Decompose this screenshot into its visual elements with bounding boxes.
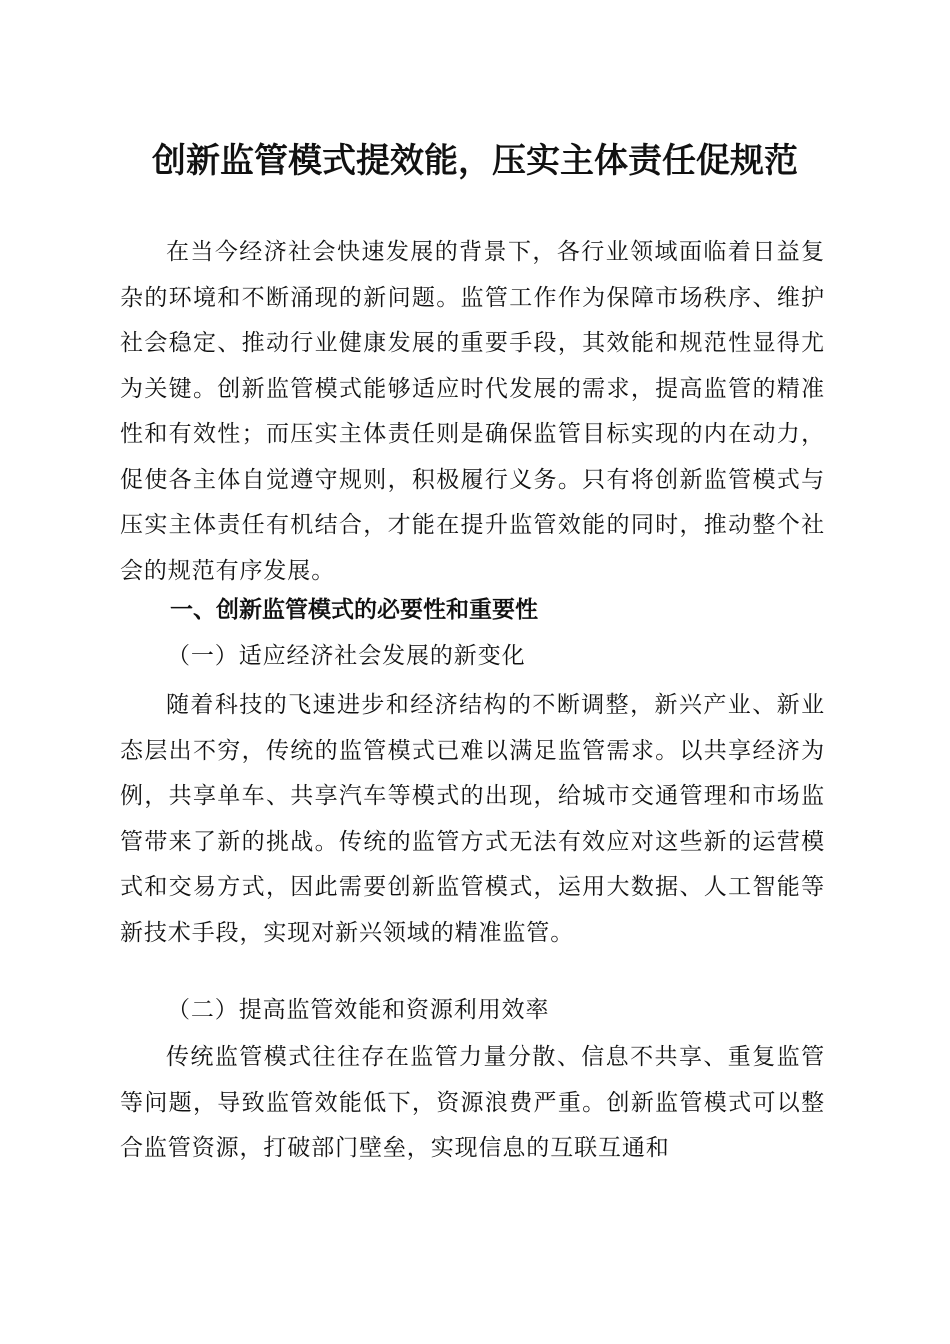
section-heading-1: 一、创新监管模式的必要性和重要性 <box>170 597 538 623</box>
subsection-2-paragraph: 传统监管模式往往存在监管力量分散、信息不共享、重复监管等问题，导致监管效能低下，资源浪费严重。创新监管模式可以整合监管资源，打破部门壁垒，实现信息的互联互通和 <box>120 1044 825 1161</box>
subsection-1-paragraph: 随着科技的飞速进步和经济结构的不断调整，新兴产业、新业态层出不穷，传统的监管模式已难以满足监管需求。以共享经济为例，共享单车、共享汽车等模式的出现，给城市交通管理和市场监管带来了新的挑战。传统的监管方式无法有效应对这些新的运营模式和交易方式，因此需要创新监管模式，运用大数据、人工智能等新技术手段，实现对新兴领域的精准监管。 <box>120 692 825 946</box>
subsection-heading-2: （二）提高监管效能和资源利用效率 <box>167 997 550 1023</box>
document-title: 创新监管模式提效能，压实主体责任促规范 <box>152 141 798 181</box>
intro-paragraph: 在当今经济社会快速发展的背景下，各行业领域面临着日益复杂的环境和不断涌现的新问题。监管工作作为保障市场秩序、维护社会稳定、推动行业健康发展的重要手段，其效能和规范性显得尤为关键。创新监管模式能够适应时代发展的需求，提高监管的精准性和有效性；而压实主体责任则是确保监管目标实现的内在动力，促使各主体自觉遵守规则，积极履行义务。只有将创新监管模式与压实主体责任有机结合，才能在提升监管效能的同时，推动整个社会的规范有序发展。 <box>120 239 825 584</box>
subsection-heading-1: （一）适应经济社会发展的新变化 <box>167 643 526 669</box>
